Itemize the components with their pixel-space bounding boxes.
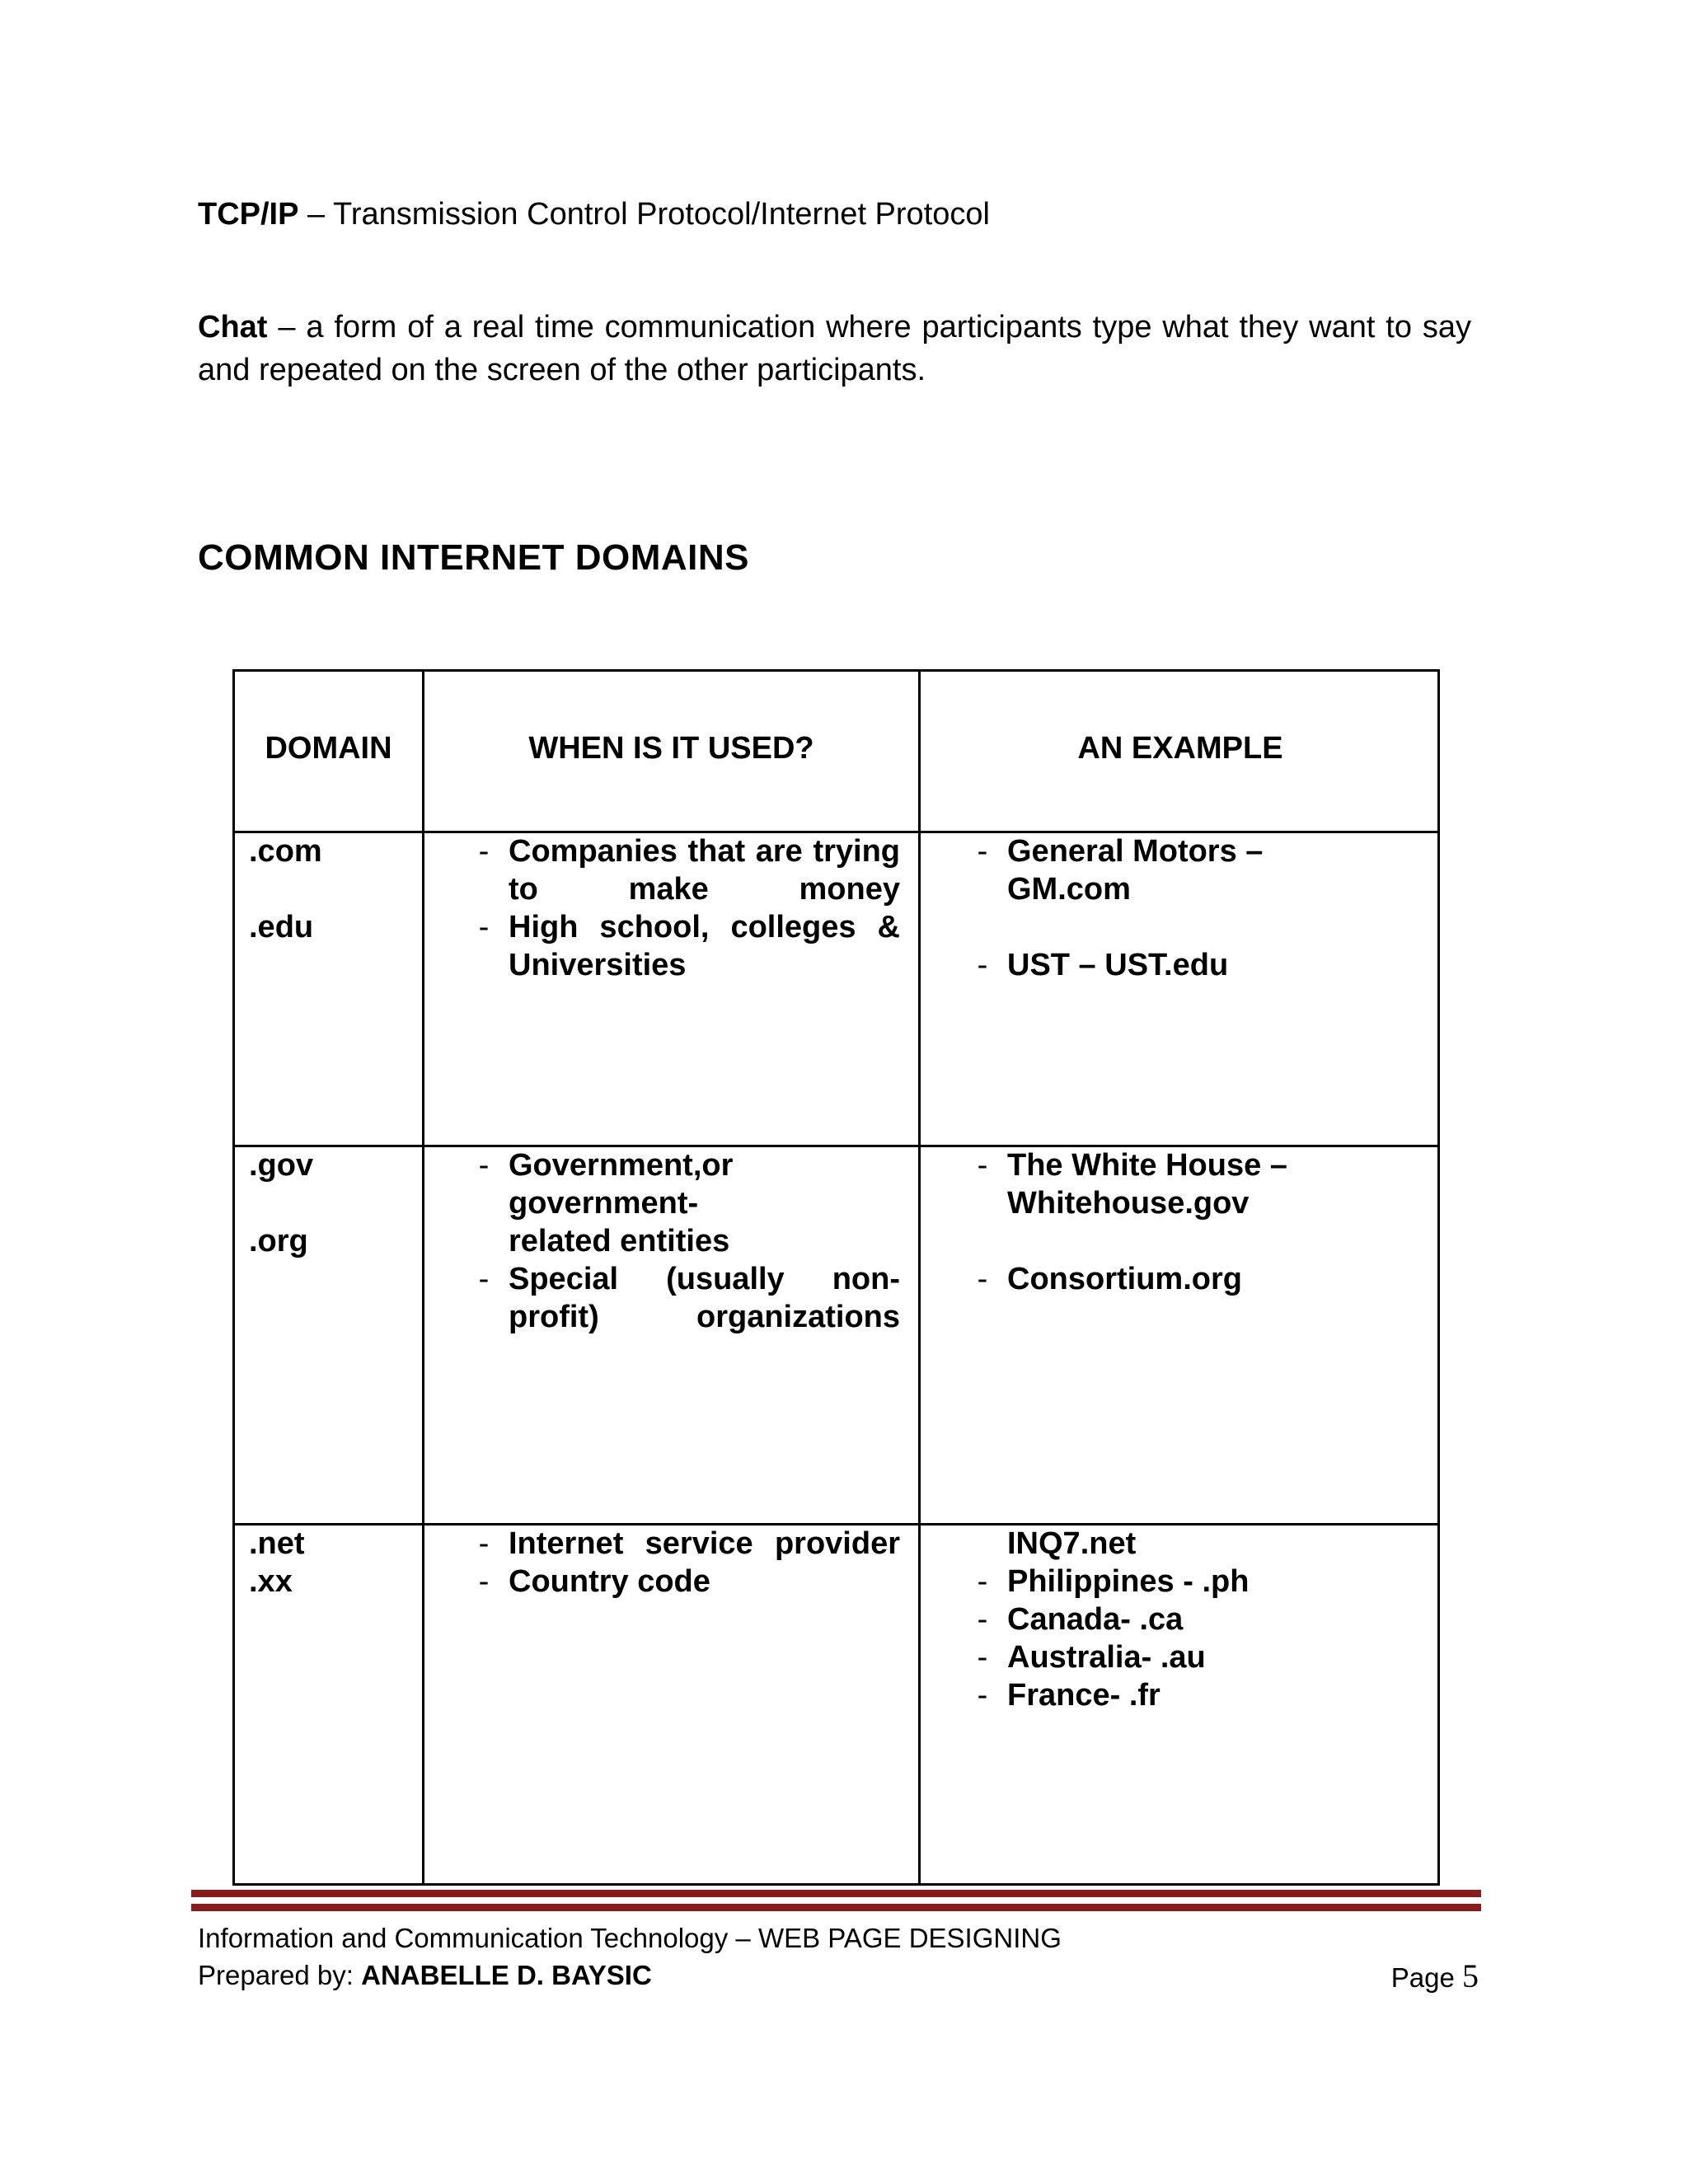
- column-header-domain: DOMAIN: [265, 731, 392, 766]
- domain-cell: [249, 832, 322, 946]
- usage-text: Government,or government-related entities: [509, 1148, 734, 1258]
- domain-label: .net: [249, 1526, 305, 1561]
- usage-text: Country code: [509, 1564, 710, 1599]
- usage-cell: [459, 1525, 900, 1601]
- bullet-dash: -: [478, 834, 490, 869]
- usage-text: Internet service provider: [509, 1526, 900, 1561]
- example-text: INQ7.net: [1007, 1526, 1137, 1561]
- bullet-dash: -: [977, 1148, 988, 1183]
- example-cell: [958, 1146, 1419, 1298]
- list-item: [958, 1260, 1419, 1298]
- list-item: [958, 1146, 1419, 1222]
- page-number-value: 5: [1462, 1957, 1479, 1994]
- bullet-dash: -: [977, 1564, 988, 1599]
- domain-label: .org: [249, 1224, 308, 1258]
- list-item: [958, 1563, 1419, 1601]
- domain-label: .edu: [249, 910, 314, 944]
- column-header-usage: WHEN IS IT USED?: [528, 731, 814, 766]
- usage-text: High school, colleges & Universities: [509, 910, 900, 982]
- example-text: General Motors – GM.com: [1007, 834, 1264, 907]
- footer-rule: [191, 1890, 1481, 1897]
- domain-cell: [249, 1525, 305, 1601]
- definition-chat: [198, 306, 1471, 391]
- list-item: [958, 1525, 1419, 1563]
- usage-cell: [459, 1146, 900, 1336]
- bullet-dash: -: [478, 910, 490, 944]
- bullet-dash: -: [977, 834, 988, 869]
- author-name: ANABELLE D. BAYSIC: [361, 1960, 652, 1990]
- bullet-dash: -: [478, 1564, 490, 1599]
- list-item: [459, 832, 900, 908]
- bullet-dash: -: [977, 1602, 988, 1637]
- list-item: [459, 1146, 789, 1260]
- example-cell: [958, 1525, 1419, 1714]
- example-text: The White House – Whitehouse.gov: [1007, 1148, 1287, 1221]
- list-item: [958, 946, 1320, 984]
- list-item: [459, 1260, 900, 1336]
- definition-text: – Transmission Control Protocol/Internet Protocol: [307, 197, 990, 232]
- bullet-dash: -: [478, 1526, 490, 1561]
- footer-prepared: [198, 1959, 652, 1992]
- example-text: Philippines - .ph: [1007, 1564, 1250, 1599]
- definition-tcpip: [198, 193, 1471, 236]
- table-column-divider: [422, 672, 424, 1883]
- definition-term: Chat: [198, 310, 268, 344]
- usage-text: Special (usually non-profit) organizations: [509, 1262, 900, 1334]
- list-item: [958, 832, 1320, 908]
- page-number: [1391, 1957, 1479, 1995]
- list-item: [958, 1676, 1419, 1714]
- example-text: France- .fr: [1007, 1678, 1160, 1713]
- table-column-divider: [918, 672, 921, 1883]
- example-text: Canada- .ca: [1007, 1602, 1184, 1637]
- bullet-dash: -: [478, 1262, 490, 1296]
- column-header-example: AN EXAMPLE: [1077, 731, 1283, 766]
- bullet-dash: -: [977, 1262, 988, 1296]
- bullet-dash: -: [977, 948, 988, 982]
- list-item: [459, 1525, 900, 1563]
- page-label: Page: [1390, 1962, 1455, 1993]
- list-item: [958, 1638, 1419, 1676]
- domain-cell: [249, 1146, 313, 1260]
- list-item: [958, 1601, 1419, 1638]
- bullet-dash: -: [977, 1640, 988, 1675]
- section-heading: COMMON INTERNET DOMAINS: [198, 537, 750, 578]
- bullet-dash: -: [478, 1148, 490, 1183]
- example-text: Australia- .au: [1007, 1640, 1206, 1675]
- usage-text: Companies that are trying to make money: [509, 834, 900, 907]
- bullet-dash: -: [977, 1678, 988, 1713]
- domains-table: [232, 669, 1440, 1886]
- example-text: UST – UST.edu: [1007, 948, 1229, 982]
- example-text: Consortium.org: [1007, 1262, 1242, 1296]
- usage-cell: [459, 832, 900, 984]
- domain-label: .gov: [249, 1148, 314, 1183]
- footer-rule: [191, 1904, 1481, 1911]
- domain-label: .com: [249, 834, 322, 869]
- list-item: [459, 908, 900, 984]
- domain-label: .xx: [249, 1564, 293, 1599]
- example-cell: [958, 832, 1320, 984]
- definition-term: TCP/IP: [198, 197, 299, 232]
- list-item: [459, 1563, 900, 1601]
- footer-course: Information and Communication Technology – WEB PAGE DESIGNING: [198, 1923, 1062, 1953]
- definition-text: – a form of a real time communication where participants type what they want to say and repeated on the screen of the other participants.: [198, 310, 1471, 387]
- prepared-label: Prepared by:: [198, 1960, 354, 1990]
